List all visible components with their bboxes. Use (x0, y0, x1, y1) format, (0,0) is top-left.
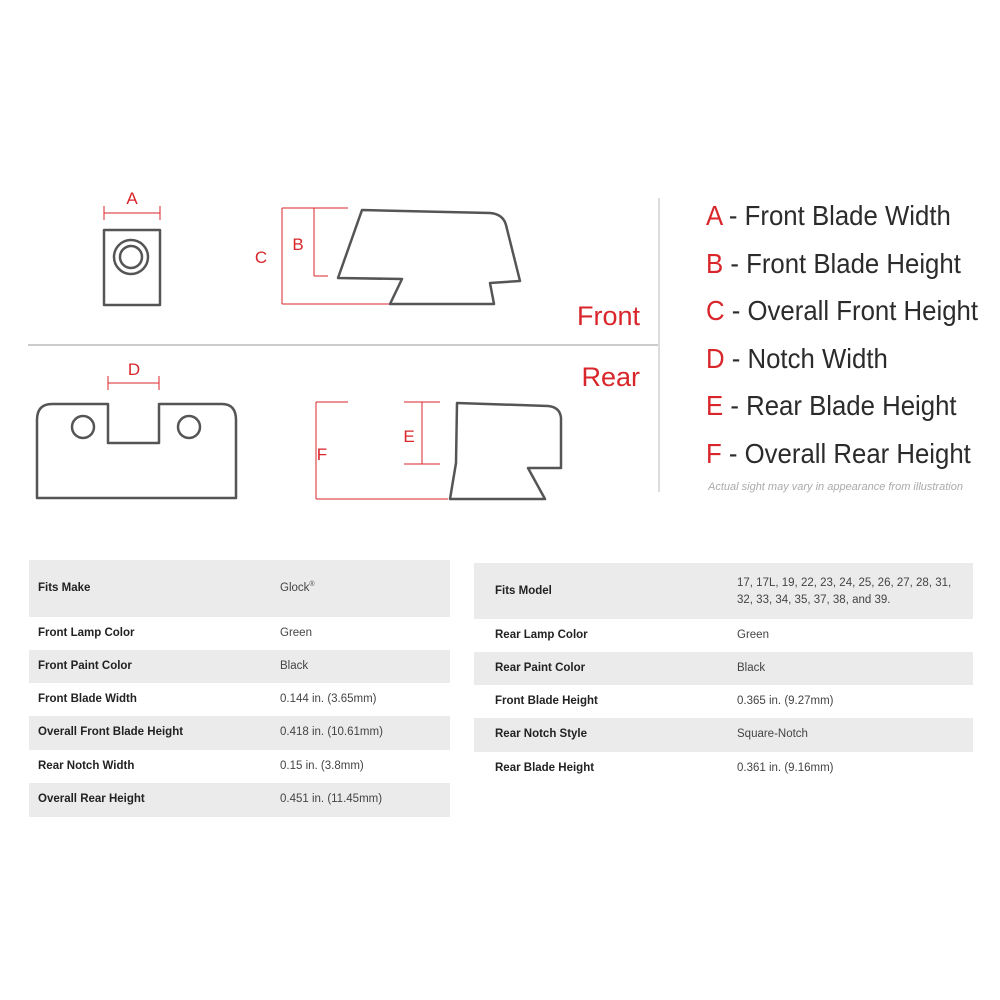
spec-label: Rear Blade Height (495, 762, 595, 774)
spec-value: 0.365 in. (9.27mm) (737, 695, 834, 707)
dimension-label-a: A (126, 189, 138, 208)
spec-value (280, 581, 315, 594)
legend-letter: A (706, 200, 722, 231)
spec-label: Rear Notch Width (38, 760, 135, 772)
legend-item-c (706, 287, 978, 335)
legend-item-f (706, 430, 978, 478)
spec-label: Fits Make (38, 582, 91, 594)
spec-label: Fits Model (495, 585, 552, 597)
table-row (474, 685, 973, 718)
legend-letter: B (706, 247, 724, 279)
table-row (29, 750, 450, 783)
front-sight-side-view (255, 208, 520, 304)
table-row (29, 560, 450, 617)
specs-table-left (29, 560, 450, 817)
spec-value: Square-Notch (737, 728, 808, 740)
legend-letter: C (706, 295, 725, 326)
spec-value (737, 575, 951, 609)
registered-mark: ® (309, 581, 315, 588)
spec-label: Overall Rear Height (38, 793, 145, 805)
table-row (29, 716, 450, 750)
legend-item-e (706, 382, 978, 430)
legend-letter: D (706, 342, 725, 374)
spec-label: Overall Front Blade Height (38, 726, 184, 738)
dimension-label-c: C (254, 248, 268, 267)
legend-item-a (706, 192, 978, 240)
legend-letter: F (706, 437, 722, 469)
spec-value: 0.451 in. (11.45mm) (280, 793, 383, 805)
table-row (474, 752, 973, 785)
legend-item-b (706, 240, 978, 288)
rear-sight-end-view (37, 360, 236, 498)
legend-item-d (706, 335, 978, 383)
spec-label: Front Blade Height (495, 695, 598, 707)
legend-text: - Front Blade Width (721, 200, 951, 231)
table-row (29, 683, 450, 716)
spec-value-line: 17, 17L, 19, 22, 23, 24, 25, 26, 27, 28, 31, (737, 577, 952, 589)
spec-label: Front Blade Width (38, 693, 137, 705)
spec-label: Rear Lamp Color (495, 629, 588, 641)
spec-value: Black (737, 662, 766, 674)
spec-label: Rear Paint Color (495, 662, 586, 674)
table-row (474, 563, 973, 619)
spec-value: 0.418 in. (10.61mm) (280, 726, 383, 738)
illustration-disclaimer: Actual sight may vary in appearance from illustration (708, 481, 963, 493)
spec-value-text: Glock (280, 581, 310, 594)
table-row (474, 652, 973, 685)
dimension-label-e: E (403, 427, 415, 446)
legend-text: - Overall Rear Height (721, 437, 971, 469)
spec-label: Rear Notch Style (495, 728, 588, 740)
dimension-label-b: B (292, 235, 304, 254)
dimension-label-d: D (127, 360, 141, 379)
table-row (474, 619, 973, 652)
legend-text: - Notch Width (724, 342, 888, 374)
spec-value-line: 32, 33, 34, 35, 37, 38, and 39. (737, 594, 891, 606)
spec-value: Green (737, 629, 769, 641)
specs-table-right (474, 563, 973, 785)
table-row (29, 650, 450, 683)
front-sight-end-view (104, 189, 160, 305)
table-row (29, 783, 450, 817)
legend-text: - Rear Blade Height (723, 390, 957, 421)
spec-value: 0.15 in. (3.8mm) (280, 760, 364, 772)
dimension-label-f: F (316, 445, 328, 464)
spec-value: 0.144 in. (3.65mm) (280, 693, 377, 705)
rear-sight-side-view (316, 402, 561, 499)
legend-letter: E (706, 390, 724, 421)
legend-text: - Overall Front Height (724, 295, 979, 326)
spec-value: Black (280, 660, 309, 672)
spec-label: Front Paint Color (38, 660, 132, 672)
spec-value: 0.361 in. (9.16mm) (737, 762, 834, 774)
spec-label: Front Lamp Color (38, 627, 135, 639)
rear-label: Rear (581, 362, 640, 392)
legend-text: - Front Blade Height (723, 247, 961, 279)
table-row (29, 617, 450, 650)
dimension-legend (706, 192, 1000, 477)
front-label: Front (576, 301, 640, 331)
spec-value: Green (280, 627, 312, 639)
table-row (474, 718, 973, 752)
